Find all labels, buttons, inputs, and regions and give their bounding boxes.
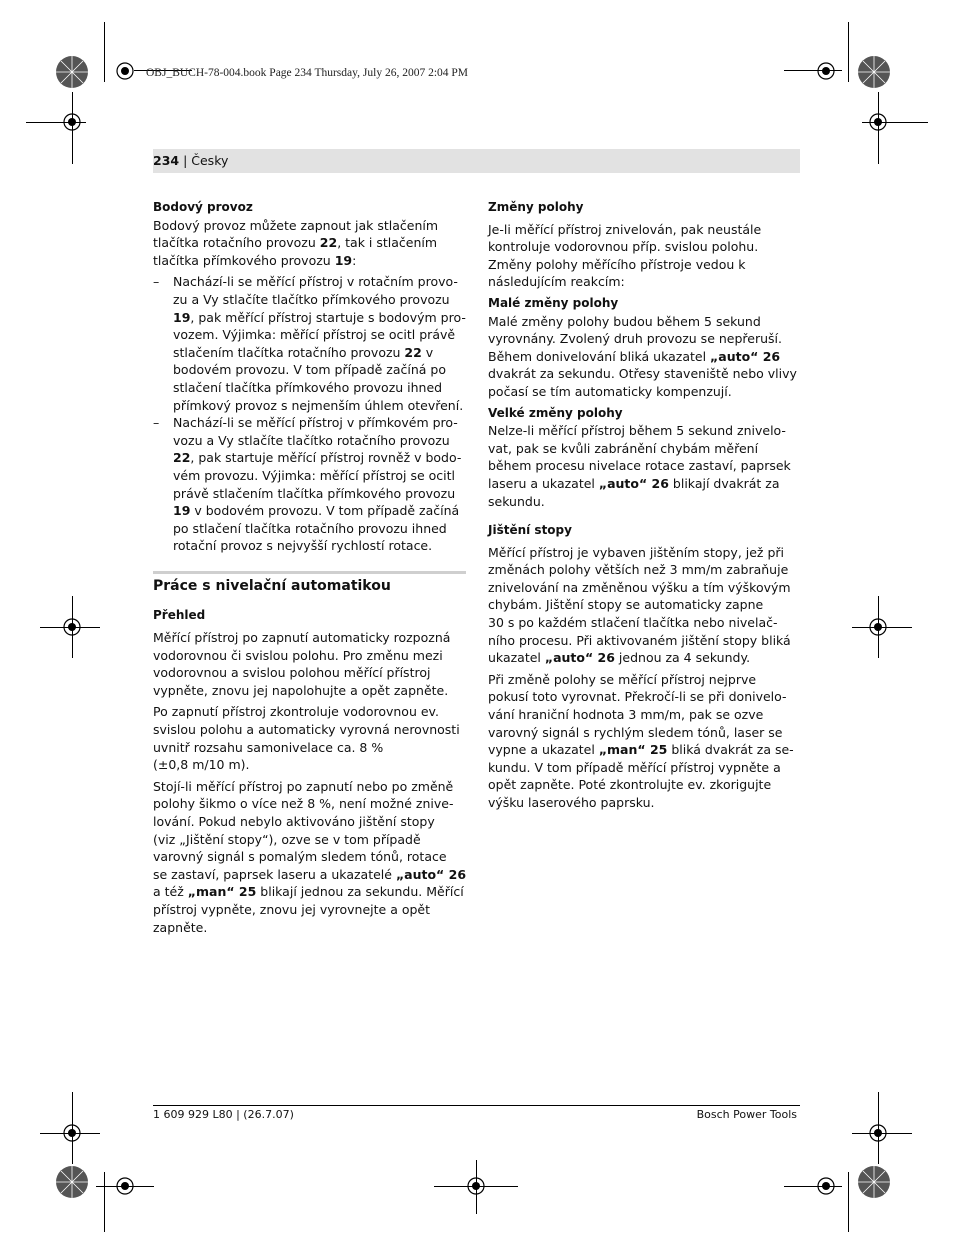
list-item <box>153 273 466 414</box>
list-item-text: Nachází-li se měřící přístroj v přímkovém pro- vozu a Vy stlačíte tlačítko rotačního provozu 22, pak startuje měřící přístroj rovněž v bodo- vém provozu. Výjimka: měřící přístroj se ocitl právě stlačením tlačítka přímkového provozu 19 v bodovém provozu. V tom případě začíná po stlačení tlačítka rotačního provozu ihned rotační provoz s nejvyšší rychlostí rotace. <box>173 415 462 554</box>
list-item <box>153 414 466 555</box>
crosshair-icon <box>59 109 85 135</box>
emphasis: 22 <box>404 344 422 360</box>
footer-doc-number: 1 609 929 L80 | (26.7.07) <box>153 1108 294 1121</box>
emphasis: 19 <box>334 252 353 268</box>
registration-star-icon <box>850 48 898 96</box>
registration-star-icon <box>48 1158 96 1206</box>
crosshair-icon <box>112 58 138 84</box>
crosshair-icon <box>813 58 839 84</box>
footer-divider <box>153 1105 800 1106</box>
heading-prehled: Přehled <box>153 608 206 623</box>
section-title: Práce s nivelační automatikou <box>153 577 391 594</box>
emphasis: „auto“ 26 <box>544 650 615 666</box>
print-header: OBJ_BUCH-78-004.book Page 234 Thursday, July 26, 2007 2:04 PM <box>146 67 469 79</box>
emphasis: „auto“ 26 <box>395 866 467 882</box>
page-number: 234 <box>153 153 180 168</box>
paragraph: Je-li měřící přístroj znivelován, pak neustále kontroluje vodorovnou příp. svislou polohu. Změny polohy měřícího přístroje vedou k následujícím reakcím: <box>488 221 762 290</box>
emphasis: 22 <box>319 235 338 251</box>
crosshair-icon <box>865 109 891 135</box>
crosshair-icon <box>112 1173 138 1199</box>
paragraph: Po zapnutí přístroj zkontroluje vodorovnou ev. svislou polohu a automaticky vyrovná nerovnosti uvnitř rozsahu samonivelace ca. 8 % (±0,8 m/10 m). <box>153 704 460 773</box>
paragraph: Malé změny polohy budou během 5 sekund vyrovnány. Zvolený druh provozu se nepřeruší. Během donivelování bliká ukazatel „auto“ 26 dvakrát za sekundu. Otřesy staveniště nebo vlivy počasí se tím automaticky kompenzují. <box>488 313 797 399</box>
emphasis: „man“ 25 <box>598 742 668 758</box>
list-item-text: Nachází-li se měřící přístroj v rotačním provo- zu a Vy stlačíte tlačítko přímkového provozu 19, pak měřící přístroj startuje s bodovým pro- vozem. Výjimka: měřící přístroj se ocitl právě stlačením tlačítka rotačního provozu 22 v bodovém provozu. V tom případě začíná po stlačení tlačítka přímkového provozu ihned přímkový provoz s nejmenším úhlem otevření. <box>173 274 466 413</box>
emphasis: 22 <box>173 450 191 466</box>
right-column <box>488 199 800 812</box>
emphasis: 19 <box>173 503 191 519</box>
paragraph: Měřící přístroj je vybaven jištěním stopy, jež při změnách polohy větších než 3 mm/m zabraňuje znivelování na změněnou výšku a tím výškovým chybám. Jištění stopy se automaticky zapne 30 s po každém stlačení tlačítka nebo nivelač- ního procesu. Při aktivovaném jištění stopy bliká ukazatel „auto“ 26 jednou za 4 sekundy. <box>488 544 791 666</box>
bullet-dash: – <box>153 274 160 290</box>
emphasis: „auto“ 26 <box>710 348 781 364</box>
paragraph: Bodový provoz můžete zapnout jak stlačením tlačítka rotačního provozu 22, tak i stlačením tlačítka přímkového provozu 19: <box>153 217 439 268</box>
heading-zmeny-polohy: Změny polohy <box>488 200 584 214</box>
paragraph: Měřící přístroj po zapnutí automaticky rozpozná vodorovnou či svislou polohu. Pro změnu mezi vodorovnou a svislou polohou měřící přístroj vypněte, znovu jej napolohujte a opět zapněte. <box>153 630 451 698</box>
crosshair-icon <box>813 1173 839 1199</box>
bullet-dash: – <box>153 415 160 431</box>
crosshair-icon <box>59 614 85 640</box>
header-separator: | <box>179 153 192 168</box>
left-column <box>153 199 466 936</box>
registration-star-icon <box>48 48 96 96</box>
crosshair-icon <box>59 1120 85 1146</box>
emphasis: „auto“ 26 <box>598 475 669 491</box>
heading-velke-zmeny: Velké změny polohy <box>488 405 623 420</box>
heading-jisteni-stopy: Jištění stopy <box>488 523 572 538</box>
emphasis: 19 <box>173 309 191 325</box>
page-header <box>153 153 228 168</box>
crosshair-icon <box>865 1120 891 1146</box>
section-divider <box>153 571 466 574</box>
paragraph: Stojí-li měřící přístroj po zapnutí nebo po změně polohy šikmo o více než 8 %, není možné znive- lování. Pokud nebylo aktivováno jištění stopy (viz „Jištění stopy“), ozve se v tom případě varovný signál s pomalým sledem tónů, rotace se zastaví, paprsek laseru a ukazatelé „auto“ 26 a též „man“ 25 blikají jednou za sekundu. Měřící přístroj vypněte, znovu jej vyrovnejte a opět zapněte. <box>153 778 467 935</box>
heading-bodovy-provoz: Bodový provoz <box>153 200 253 214</box>
crosshair-icon <box>865 614 891 640</box>
paragraph: Při změně polohy se měřící přístroj nejprve pokusí toto vyrovnat. Překročí-li se při donivelo- vání hraniční hodnota 3 mm/m, pak se ozve varovný signál s rychlým sledem tónů, laser se vypne a ukazatel „man“ 25 bliká dvakrát za se- kundu. V tom případě měřící přístroj vypněte a opět zapněte. Poté zkontrolujte ev. zkorigujte výšku laserového paprsku. <box>488 671 794 810</box>
header-language: Česky <box>191 153 229 168</box>
heading-male-zmeny: Malé změny polohy <box>488 295 619 310</box>
crosshair-icon <box>463 1173 489 1199</box>
footer-brand: Bosch Power Tools <box>696 1108 797 1121</box>
page-header-bar <box>153 149 800 173</box>
registration-star-icon <box>850 1158 898 1206</box>
emphasis: „man“ 25 <box>187 884 257 900</box>
paragraph: Nelze-li měřící přístroj během 5 sekund znivelo- vat, pak se kvůli zabránění chybám měření během procesu nivelace rotace zastaví, paprsek laseru a ukazatel „auto“ 26 blikají dvakrát za sekundu. <box>488 423 791 509</box>
